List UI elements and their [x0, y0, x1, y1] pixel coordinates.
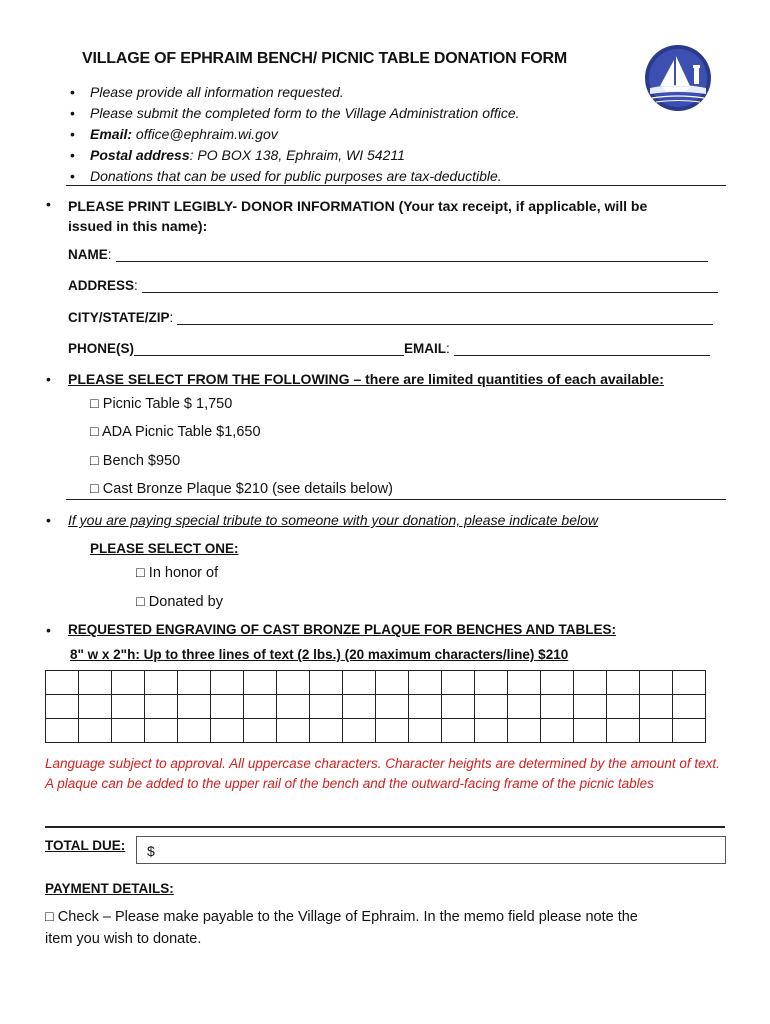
- engraving-cell[interactable]: [79, 695, 112, 719]
- engraving-cell[interactable]: [475, 671, 508, 695]
- instructions-list: [70, 82, 520, 187]
- engraving-cell[interactable]: [343, 719, 376, 743]
- engraving-cell[interactable]: [277, 719, 310, 743]
- engraving-cell[interactable]: [310, 719, 343, 743]
- engraving-cell[interactable]: [244, 719, 277, 743]
- engraving-cell[interactable]: [442, 695, 475, 719]
- engraving-cell[interactable]: [376, 671, 409, 695]
- address-field[interactable]: [142, 278, 718, 293]
- divider: [66, 499, 726, 500]
- engraving-cell[interactable]: [607, 671, 640, 695]
- engraving-cell[interactable]: [79, 671, 112, 695]
- option-in-honor-of[interactable]: □ In honor of: [136, 565, 219, 581]
- engraving-cell[interactable]: [112, 671, 145, 695]
- engraving-cell[interactable]: [442, 671, 475, 695]
- bullet: •: [46, 196, 51, 212]
- city-state-zip-field-row: CITY/STATE/ZIP :: [68, 310, 713, 325]
- engraving-cell[interactable]: [211, 695, 244, 719]
- engraving-cell[interactable]: [310, 671, 343, 695]
- instruction-item: • Please provide all information requested.: [70, 82, 520, 103]
- option-ada-picnic-table[interactable]: □ ADA Picnic Table $1,650: [90, 424, 261, 440]
- engraving-cell[interactable]: [46, 671, 79, 695]
- engraving-cell[interactable]: [376, 695, 409, 719]
- bullet: •: [46, 371, 51, 387]
- name-field[interactable]: [116, 247, 708, 262]
- engraving-subheading: 8" w x 2"h: Up to three lines of text (2 lbs.) (20 maximum characters/line) $210: [70, 647, 569, 662]
- engraving-cell[interactable]: [541, 671, 574, 695]
- engraving-cell[interactable]: [112, 695, 145, 719]
- engraving-cell[interactable]: [178, 671, 211, 695]
- select-one-label: PLEASE SELECT ONE:: [90, 541, 239, 556]
- engraving-cell[interactable]: [409, 719, 442, 743]
- engraving-cell[interactable]: [343, 695, 376, 719]
- engraving-cell[interactable]: [607, 719, 640, 743]
- tribute-heading: If you are paying special tribute to someone with your donation, please indicate below: [68, 512, 598, 528]
- total-due-label: TOTAL DUE:: [45, 838, 126, 853]
- divider: [45, 826, 725, 828]
- select-heading: PLEASE SELECT FROM THE FOLLOWING – there are limited quantities of each available:: [68, 371, 664, 387]
- option-picnic-table[interactable]: □ Picnic Table $ 1,750: [90, 396, 233, 412]
- engraving-cell[interactable]: [145, 671, 178, 695]
- total-due-field[interactable]: [136, 836, 726, 864]
- engraving-cell[interactable]: [46, 719, 79, 743]
- engraving-cell[interactable]: [574, 695, 607, 719]
- dollar-sign: $: [147, 843, 155, 859]
- approval-note: Language subject to approval. All uppercase characters. Character heights are determined by the amount of text. A plaque can be added to the upper rail of the bench and the outward-facing frame of the picnic tables: [45, 756, 720, 791]
- option-donated-by[interactable]: □ Donated by: [136, 594, 223, 610]
- engraving-cell[interactable]: [409, 695, 442, 719]
- engraving-cell[interactable]: [574, 671, 607, 695]
- engraving-cell[interactable]: [145, 695, 178, 719]
- engraving-cell[interactable]: [79, 719, 112, 743]
- engraving-heading: REQUESTED ENGRAVING OF CAST BRONZE PLAQUE FOR BENCHES AND TABLES:: [68, 622, 617, 637]
- sailboat-lighthouse-logo: [644, 44, 712, 112]
- instruction-item: • Postal address: PO BOX 138, Ephraim, WI 54211: [70, 145, 520, 166]
- engraving-cell[interactable]: [640, 719, 673, 743]
- payment-heading: PAYMENT DETAILS:: [45, 881, 174, 896]
- city-state-zip-field[interactable]: [177, 310, 713, 325]
- engraving-cell[interactable]: [145, 719, 178, 743]
- instruction-item: • Email: office@ephraim.wi.gov: [70, 124, 520, 145]
- name-field-row: NAME :: [68, 247, 708, 262]
- engraving-cell[interactable]: [46, 695, 79, 719]
- engraving-cell[interactable]: [244, 671, 277, 695]
- address-field-row: ADDRESS :: [68, 278, 718, 293]
- option-bench[interactable]: □ Bench $950: [90, 453, 181, 469]
- phone-email-field-row: PHONE(S) EMAIL :: [68, 341, 710, 356]
- engraving-cell[interactable]: [508, 671, 541, 695]
- option-bronze-plaque[interactable]: □ Cast Bronze Plaque $210 (see details below): [90, 481, 393, 497]
- engraving-cell[interactable]: [376, 719, 409, 743]
- engraving-cell[interactable]: [475, 695, 508, 719]
- engraving-cell[interactable]: [442, 719, 475, 743]
- divider: [66, 185, 726, 186]
- phone-field[interactable]: [134, 341, 404, 356]
- engraving-cell[interactable]: [112, 719, 145, 743]
- email-field[interactable]: [454, 341, 710, 356]
- engraving-cell[interactable]: [409, 671, 442, 695]
- engraving-cell[interactable]: [541, 719, 574, 743]
- engraving-row: [46, 695, 706, 719]
- engraving-cell[interactable]: [211, 719, 244, 743]
- engraving-cell[interactable]: [277, 671, 310, 695]
- engraving-cell[interactable]: [673, 671, 706, 695]
- engraving-cell[interactable]: [508, 695, 541, 719]
- instruction-item: • Donations that can be used for public purposes are tax-deductible.: [70, 166, 520, 187]
- engraving-grid: [45, 670, 706, 743]
- engraving-cell[interactable]: [178, 719, 211, 743]
- engraving-cell[interactable]: [310, 695, 343, 719]
- instruction-item: • Please submit the completed form to the Village Administration office.: [70, 103, 520, 124]
- engraving-cell[interactable]: [673, 719, 706, 743]
- engraving-row: [46, 671, 706, 695]
- engraving-cell[interactable]: [673, 695, 706, 719]
- engraving-row: [46, 719, 706, 743]
- engraving-cell[interactable]: [475, 719, 508, 743]
- engraving-cell[interactable]: [607, 695, 640, 719]
- engraving-cell[interactable]: [211, 671, 244, 695]
- engraving-cell[interactable]: [574, 719, 607, 743]
- engraving-cell[interactable]: [277, 695, 310, 719]
- engraving-cell[interactable]: [178, 695, 211, 719]
- engraving-cell[interactable]: [244, 695, 277, 719]
- engraving-cell[interactable]: [343, 671, 376, 695]
- engraving-cell[interactable]: [541, 695, 574, 719]
- engraving-cell[interactable]: [640, 671, 673, 695]
- engraving-cell[interactable]: [508, 719, 541, 743]
- bullet: •: [46, 622, 51, 638]
- engraving-cell[interactable]: [640, 695, 673, 719]
- form-title: VILLAGE OF EPHRAIM BENCH/ PICNIC TABLE DONATION FORM: [82, 50, 567, 67]
- donor-heading: PLEASE PRINT LEGIBLY- DONOR INFORMATION (Your tax receipt, if applicable, will be issued in this name):: [68, 198, 648, 234]
- bullet: •: [46, 512, 51, 528]
- payment-check-option[interactable]: □ Check – Please make payable to the Village of Ephraim. In the memo field please note the item you wish to donate.: [45, 909, 638, 947]
